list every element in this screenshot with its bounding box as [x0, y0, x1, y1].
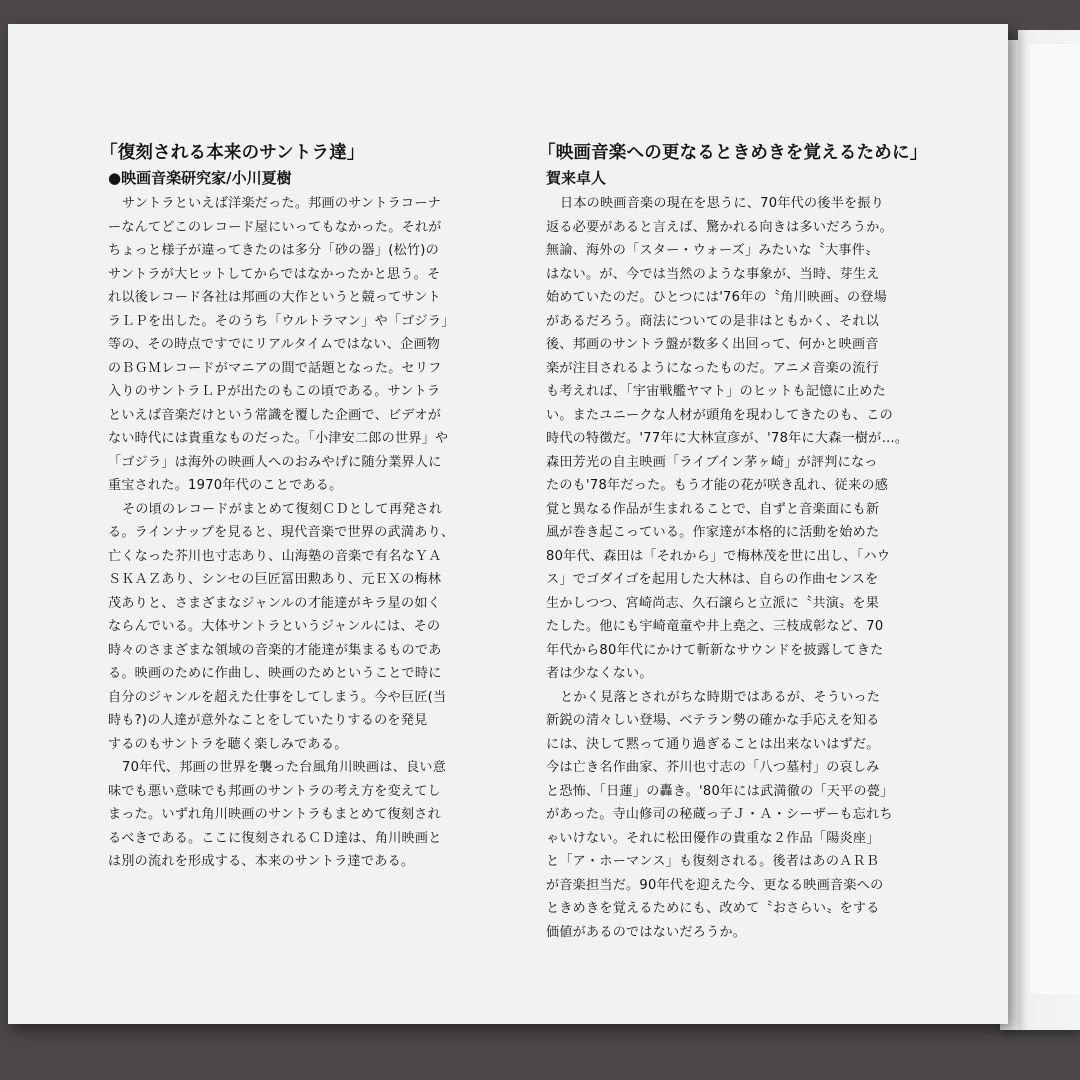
text-line: 入りのサントラＬＰが出たのもこの頃である。サントラ [108, 384, 441, 399]
text-line: ーなんてどこのレコード屋にいってもなかった。それが [108, 219, 442, 235]
text-line: は別の流れを形成する、本来のサントラ達である。 [108, 854, 415, 869]
booklet-page [8, 24, 1008, 1024]
text-line: と「ア・ホーマンス」も復刻される。後者はあのＡＲＢ [546, 854, 880, 869]
left-article-body [108, 192, 498, 874]
text-line: 価値があるのではないだろうか。 [546, 924, 747, 940]
text-line: 風が巻き起こっている。作家達が本格的に活動を始めた [546, 525, 880, 540]
text-line: るべきである。ここに復刻されるＣＤ達は、角川映画と [108, 830, 442, 846]
text-line: 楽が注目されるようになったものだ。アニメ音楽の流行 [546, 360, 879, 376]
text-line: 時々のさまざまな領域の音楽的才能達が集まるものであ [108, 642, 442, 658]
text-line: 後、邦画のサントラ盤が数多く出回って、何かと映画音 [546, 337, 879, 352]
text-line: サントラといえば洋楽だった。邦画のサントラコーナ [122, 196, 441, 211]
text-line: には、決して黙って通り過ぎることは出来ないはずだ。 [546, 736, 880, 752]
text-line: 始めていたのだ。ひとつには'76年の〝角川映画〟の登場 [546, 290, 887, 305]
text-line: 味でも悪い意味でも邦画のサントラの考え方を変えてし [108, 783, 441, 799]
text-line: とかく見落とされがちな時期ではあるが、そういった [560, 689, 881, 705]
text-line: ない時代には貴重なものだった。「小津安二郎の世界」や [108, 431, 449, 446]
text-line: 新鋭の清々しい登場、ベテラン勢の確かな手応えを知る [546, 713, 880, 728]
text-line: 「ゴジラ」は海外の映画人へのおみやげに随分業界人に [108, 454, 442, 470]
text-line: ラＬＰを出した。そのうち「ウルトラマン」や「ゴジラ」 [108, 313, 455, 329]
text-line: と恐怖、「日蓮」の轟き。'80年には武満徹の「天平の甍」 [546, 783, 894, 799]
text-line: その頃のレコードがまとめて復刻ＣＤとして再発され [122, 501, 443, 517]
text-line: 亡くなった芥川也寸志あり、山海塾の音楽で有名なＹＡ [108, 548, 442, 564]
text-line: するのもサントラを聴く楽しみである。 [108, 736, 348, 752]
text-line: ときめきを覚えるためにも、改めて〝おさらい〟をする [546, 901, 880, 916]
text-line: ＳＫＡＺあり、シンセの巨匠冨田勲あり、元ＥＸの梅林 [108, 572, 442, 587]
text-line: る。映画のために作曲し、映画のためということで時に [108, 666, 442, 681]
text-line: 者は少なくない。 [546, 666, 653, 681]
next-page-edge [1030, 44, 1080, 994]
right-article-body [546, 192, 942, 944]
text-line: たのも'78年だった。もう才能の花が咲き乱れ、従来の感 [546, 478, 889, 493]
text-line: 日本の映画音楽の現在を思うに、70年代の後半を振り [560, 196, 885, 211]
text-line: 70年代、邦画の世界を襲った台風角川映画は、良い意 [122, 760, 447, 775]
left-article-title: 「復刻される本来のサントラ達」 [100, 143, 365, 163]
text-line: 返る必要があると言えば、驚かれる向きは多いだろうか。 [546, 219, 893, 235]
text-line: 重宝された。1970年代のことである。 [108, 478, 343, 493]
text-line: 無論、海外の「スター・ウォーズ」みたいな〝大事件〟 [546, 243, 879, 258]
text-line: 茂ありと、さまざまなジャンルの才能達がキラ星の如く [108, 595, 442, 611]
text-line: 時も?)の人達が意外なことをしていたりするのを発見 [108, 713, 428, 728]
text-line: る。ラインナップを見ると、現代音楽で世界の武満あり、 [108, 525, 455, 540]
text-line: が音楽担当だ。90年代を迎えた今、更なる映画音楽への [546, 877, 884, 893]
text-line: 覚と異なる作品が生まれることで、自ずと音楽面にも新 [546, 501, 880, 517]
text-line: があった。寺山修司の秘蔵っ子Ｊ・Ａ・シーザーも忘れち [546, 807, 893, 822]
right-article [538, 142, 942, 944]
text-line: といえば音楽だけという常識を覆した企画で、ビデオが [108, 407, 442, 423]
text-line: 生かしつつ、宮崎尚志、久石譲らと立派に〝共演〟を果 [546, 595, 880, 611]
text-line: サントラが大ヒットしてからではなかったかと思う。そ [108, 266, 441, 282]
text-line: はない。が、今では当然のような事象が、当時、芽生え [546, 266, 880, 282]
text-line: ス」でゴダイゴを起用した大林は、自らの作曲センスを [546, 572, 879, 587]
left-article-author: ●映画音楽研究家/小川夏樹 [108, 169, 292, 187]
text-line: い。またユニークな人材が頭角を現わしてきたのも、この [546, 407, 893, 423]
text-line: ちょっと様子が違ってきたのは多分「砂の器」(松竹)の [108, 243, 439, 258]
text-line: 森田芳光の自主映画「ライブイン茅ヶ崎」が評判になっ [546, 454, 878, 470]
text-line: があるだろう。商法についての是非はともかく、それ以 [546, 313, 880, 329]
text-line: れ以後レコード各社は邦画の大作というと競ってサント [108, 290, 441, 305]
text-line: 等の、その時点ですでにリアルタイムではない、企画物 [108, 337, 441, 352]
text-line: 時代の特徴だ。'77年に大林宣彦が、'78年に大森一樹が…。 [546, 431, 909, 446]
right-article-author: 賀来卓人 [546, 169, 607, 187]
text-line: も考えれば、「宇宙戦艦ヤマト」のヒットも記憶に止めた [546, 384, 886, 399]
text-line: ゃいけない。それに松田優作の貴重な２作品「陽炎座」 [546, 830, 880, 846]
text-line: たした。他にも宇崎竜童や井上堯之、三枝成彰など、70 [546, 619, 884, 634]
text-line: ならんでいる。大体サントラというジャンルには、その [108, 619, 441, 634]
text-line: 今は亡き名作曲家、芥川也寸志の「八つ墓村」の哀しみ [546, 760, 880, 775]
text-line: のＢＧＭレコードがマニアの間で話題となった。セリフ [108, 360, 442, 376]
text-line: 年代から80年代にかけて斬新なサウンドを披露してきた [546, 642, 884, 658]
text-line: 80年代、森田は「それから」で梅林茂を世に出し、「ハウ [546, 548, 891, 564]
right-article-title: 「映画音楽への更なるときめきを覚えるために」 [538, 143, 928, 163]
text-line: まった。いずれ角川映画のサントラもまとめて復刻され [108, 807, 441, 822]
left-article [100, 142, 498, 874]
text-line: 自分のジャンルを超えた仕事をしてしまう。今や巨匠(当 [108, 689, 447, 705]
